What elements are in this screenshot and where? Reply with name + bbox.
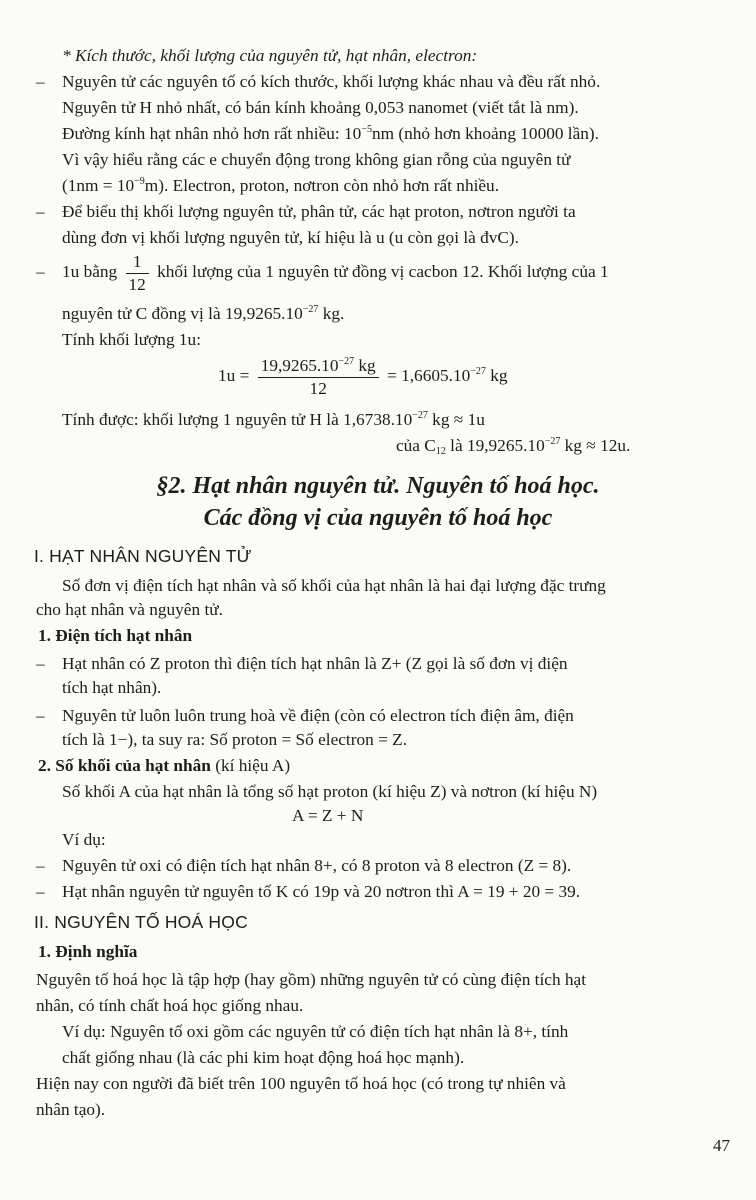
mass-number-formula: A = Z + N <box>292 806 364 825</box>
definition-line-1: Nguyên tố hoá học là tập hợp (hay gồm) những nguyên tử có cùng điện tích hạt <box>36 970 587 989</box>
result-line-2: của $C_{12}$ là $19,9265.10^{-27}$ kg ≈ 12u. <box>396 436 631 457</box>
bullet-dash: – <box>36 654 45 673</box>
part2-heading: II. NGUYÊN TỐ HOÁ HỌC <box>34 912 248 932</box>
charge-bullet-1-cont: tích hạt nhân). <box>62 678 162 697</box>
size-line-5: $(1nm = 10^{-9}m)$. Electron, proton, nơtron còn nhỏ hơn rất nhiều. <box>62 176 500 195</box>
size-line-3: Đường kính hạt nhân nhỏ hơn rất nhiều: $10^{-5}nm$ (nhỏ hơn khoảng 10000 lần). <box>62 124 599 143</box>
example-label: Ví dụ: <box>62 830 106 849</box>
bullet-dash: – <box>36 72 45 91</box>
size-line-1: Nguyên tử các nguyên tố có kích thước, khối lượng khác nhau và đều rất nhỏ. <box>62 72 601 91</box>
section-title-line-2: Các đồng vị của nguyên tố hoá học <box>203 505 553 531</box>
formula-fraction <box>258 355 379 400</box>
one-u-post: khối lượng của 1 nguyên tử đồng vị cacbon 12. Khối lượng của 1 <box>157 262 609 281</box>
oxygen-example-line-1: Ví dụ: Nguyên tố oxi gồm các nguyên tử có điện tích hạt nhân là 8+, tính <box>62 1022 569 1041</box>
mass-number-text: Số khối A của hạt nhân là tổng số hạt proton (kí hiệu Z) và nơtron (kí hiệu N) <box>62 782 598 801</box>
oxygen-example-line-2: chất giống nhau (là các phi kim hoạt động hoá học mạnh). <box>62 1048 465 1067</box>
part2-sub1-heading: 1. Định nghĩa <box>38 942 138 961</box>
size-line-2: Nguyên tử H nhỏ nhất, có bán kính khoảng 0,053 nanomet (viết tắt là nm). <box>62 98 579 117</box>
section-title-line-1: §2. Hạt nhân nguyên tử. Nguyên tố hoá học. <box>156 473 600 499</box>
part1-intro-line-1: Số đơn vị điện tích hạt nhân và số khối của hạt nhân là hai đại lượng đặc trưng <box>62 576 606 595</box>
one-u-pre: 1u bằng <box>62 262 118 281</box>
calc-label: Tính khối lượng 1u: <box>62 330 201 349</box>
size-line-4: Vì vậy hiểu rằng các e chuyển động trong không gian rỗng của nguyên tử <box>62 150 571 169</box>
charge-bullet-2-cont: tích là 1−), ta suy ra: Số proton = Số electron = Z. <box>62 730 408 749</box>
result-line-1: Tính được: khối lượng 1 nguyên tử H là $1,6738.10^{-27}$ kg ≈ 1u <box>62 410 485 429</box>
unit-line-2: dùng đơn vị khối lượng nguyên tử, kí hiệu là u (u còn gọi là đvC). <box>62 228 519 247</box>
bullet-dash: – <box>36 202 45 221</box>
formula-numerator: $19,9265.10^{-27}$ kg <box>258 355 379 378</box>
part1-sub2-heading: 2. Số khối của hạt nhân (kí hiệu A) <box>38 756 291 775</box>
part1-intro-line-2: cho hạt nhân và nguyên tử. <box>36 600 223 619</box>
bullet-dash: – <box>36 706 45 725</box>
bullet-dash: – <box>36 856 45 875</box>
unit-line-1: Để biểu thị khối lượng nguyên tử, phân tử, các hạt proton, nơtron người ta <box>62 202 576 221</box>
one-twelfth-fraction <box>126 251 149 296</box>
formula-rhs: = $1,6605.10^{-27}$ kg <box>387 366 508 385</box>
textbook-page: * Kích thước, khối lượng của nguyên tử, hạt nhân, electron: – Nguyên tử các nguyên tố có kích thước, khối lượng khác nhau và đều rất nhỏ. Nguyên tử H nhỏ nhất, có bán kính khoảng 0,053 nanomet (viết tắt là nm). Đường kính hạt nhân nhỏ hơn rất nhiều: $10^{-5}nm$ (nhỏ hơn khoảng 10000 lần). Vì vậy hiểu rằng các e chuyển động trong không gian rỗng của nguyên tử $(1nm = 10^{-9}m)$. Electron, proton, nơtron còn nhỏ hơn rất nhiều. – Để biểu thị khối lượng nguyên tử, phân tử, các hạt proton, nơtron người ta dùng đơn vị khối lượng nguyên tử, kí hiệu là u (u còn gọi là đvC). – 1u bằng $\frac{1}{12}$ khối lượng của 1 nguyên tử đồng vị cacbon 12. Khối lượng của 1 nguyên tử C đồng vị là $19,9265.10^{-27}$ kg. Tính khối lượng 1u: 1u = $\frac{19,9265.10^{-27} kg}{12}$ = $1,6605.10^{-27}$ kg Tính được: khối lượng 1 nguyên tử H là $1,6738.10^{-27}$ kg ≈ 1u của $C_{12}$ là $19,9265.10^{-27}$ kg ≈ 12u. §2. Hạt nhân nguyên tử. Nguyên tố hoá học. Các đồng vị của nguyên tố hoá học I. HẠT NHÂN NGUYÊN TỬ Số đơn vị điện tích hạt nhân và số khối của hạt nhân là hai đại lượng đặc trưng cho hạt nhân và nguyên tử. 1. Điện tích hạt nhân – Hạt nhân có Z proton thì điện tích hạt nhân là Z+ (Z gọi là số đơn vị điện tích hạt nhân). – Nguyên tử luôn luôn trung hoà về điện (còn có electron tích điện âm, điện tích là 1−), ta suy ra: Số proton = Số electron = Z. 2. Số khối của hạt nhân (kí hiệu A) Số khối A của hạt nhân là tổng số hạt proton (kí hiệu Z) và nơtron (kí hiệu N) A = Z + N Ví dụ: – Nguyên tử oxi có điện tích hạt nhân 8+, có 8 proton và 8 electron (Z = 8). – Hạt nhân nguyên tử nguyên tố K có 19p và 20 nơtron thì A = 19 + 20 = 39. II. NGUYÊN TỐ HOÁ HỌC 1. Định nghĩa Nguyên tố hoá học là tập hợp (hay gồm) những nguyên tử có cùng điện tích hạt nhân, có tính chất hoá học giống nhau. Ví dụ: Nguyên tố oxi gồm các nguyên tử có điện tích hạt nhân là 8+, tính chất giống nhau (là các phi kim hoạt động hoá học mạnh). Hiện nay con người đã biết trên 100 nguyên tố hoá học (có trong tự nhiên và nhân tạo). 47 <box>0 0 756 1200</box>
definition-line-2: nhân, có tính chất hoá học giống nhau. <box>36 996 304 1015</box>
formula-denominator: 12 <box>309 378 327 398</box>
carbon-mass-line: nguyên tử C đồng vị là $19,9265.10^{-27}$ kg. <box>62 304 345 323</box>
u-formula <box>218 352 756 400</box>
part1-sub1-heading: 1. Điện tích hạt nhân <box>38 626 193 645</box>
elements-count-line-1: Hiện nay con người đã biết trên 100 nguyên tố hoá học (có trong tự nhiên và <box>36 1074 566 1093</box>
elements-count-line-2: nhân tạo). <box>36 1100 106 1119</box>
fraction-denominator: 12 <box>128 274 146 294</box>
formula-lhs: 1u = <box>218 366 250 385</box>
fraction-numerator: 1 <box>126 251 149 274</box>
part1-heading: I. HẠT NHÂN NGUYÊN TỬ <box>34 546 252 566</box>
bullet-dash: – <box>36 262 45 281</box>
page-number: 47 <box>713 1136 730 1155</box>
note-heading: * Kích thước, khối lượng của nguyên tử, hạt nhân, electron: <box>62 46 478 65</box>
bullet-dash: – <box>36 882 45 901</box>
